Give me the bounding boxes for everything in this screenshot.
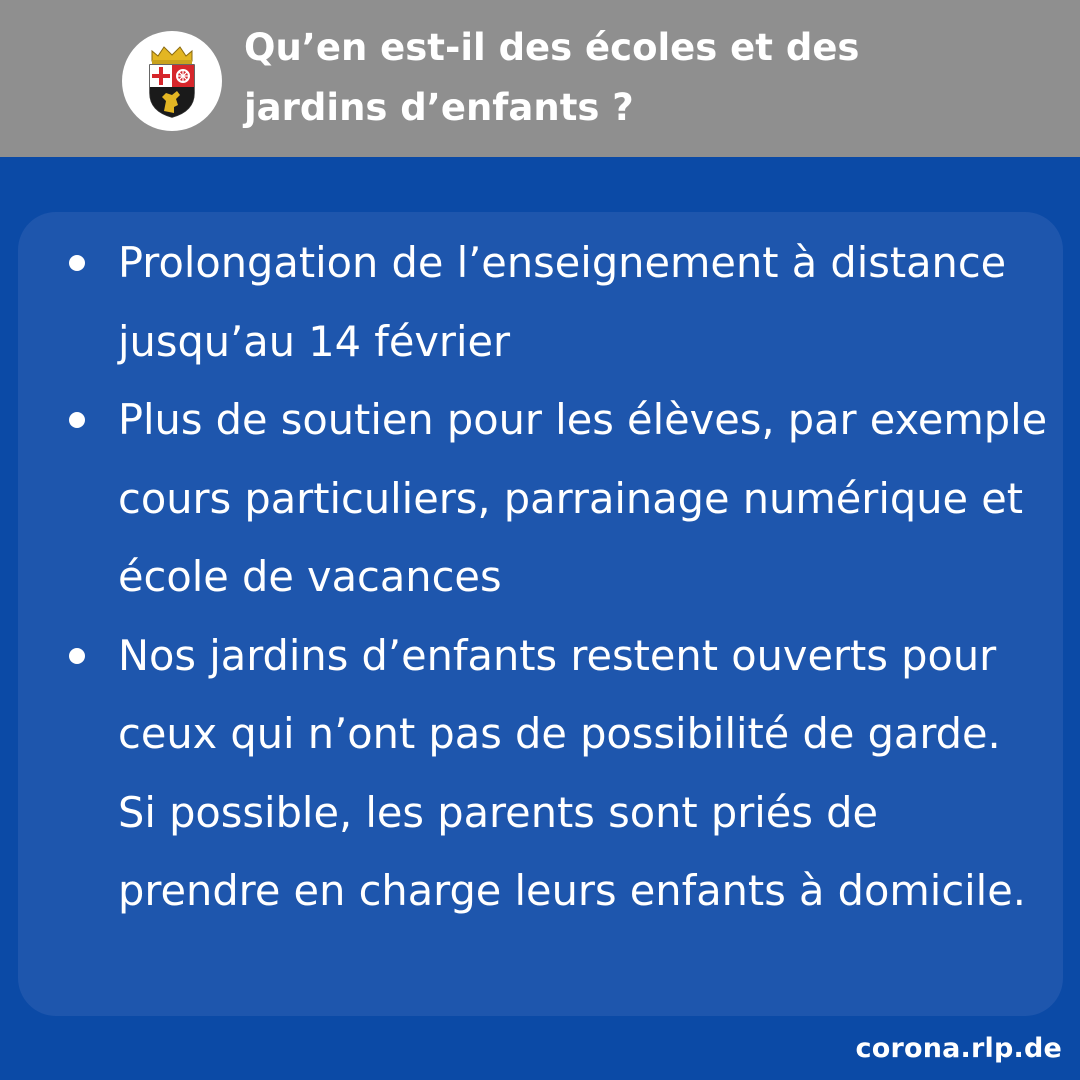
page-title	[244, 18, 1044, 138]
bullet-icon	[69, 255, 85, 271]
title-line-2: jardins d’enfants ?	[244, 86, 634, 129]
content-card	[18, 212, 1063, 1016]
list-item-text: Plus de soutien pour les élèves, par exemple cours particuliers, parrainage numérique et école de vacances	[118, 395, 1048, 601]
footer-website: corona.rlp.de	[855, 1033, 1062, 1064]
list-item	[18, 224, 1063, 381]
title-line-1: Qu’en est-il des écoles et des	[244, 26, 860, 69]
bullet-icon	[69, 648, 85, 664]
bullet-icon	[69, 412, 85, 428]
logo-badge	[122, 31, 222, 131]
list-item-text: Prolongation de l’enseignement à distance jusqu’au 14 février	[118, 238, 1007, 366]
list-item	[18, 617, 1063, 931]
list-item-text: Nos jardins d’enfants restent ouverts pour ceux qui n’ont pas de possibilité de garde. Si possible, les parents sont priés de prendre en charge leurs enfants à domicile.	[118, 630, 1026, 915]
bullet-list	[18, 224, 1063, 931]
list-item	[18, 381, 1063, 617]
rhineland-palatinate-coat-of-arms-icon	[122, 31, 222, 131]
header-bar	[0, 0, 1080, 157]
